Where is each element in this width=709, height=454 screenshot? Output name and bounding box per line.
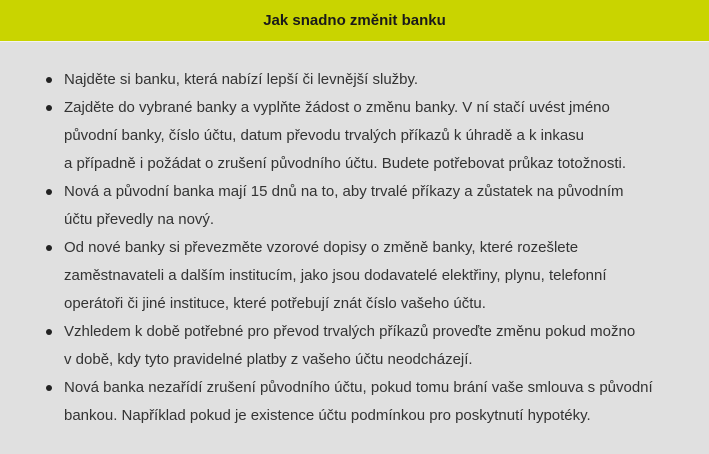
list-item-line: zaměstnavateli a dalším institucím, jako jsou dodavatelé elektřiny, plynu, telefonní	[64, 267, 607, 284]
steps-list	[0, 66, 709, 430]
list-item-line: Najděte si banku, která nabízí lepší či levnější služby.	[64, 71, 419, 88]
list-item	[0, 318, 709, 374]
bullet-icon	[46, 189, 52, 195]
list-item-line: operátoři či jiné instituce, které potřebují znát číslo vašeho účtu.	[64, 295, 486, 312]
list-item-line: v době, kdy tyto pravidelné platby z vašeho účtu neodcházejí.	[64, 351, 473, 368]
list-item-line: původní banky, číslo účtu, datum převodu trvalých příkazů k úhradě a k inkasu	[64, 127, 585, 144]
list-item	[0, 178, 709, 234]
header-bar	[0, 0, 709, 41]
list-item-line: Vzhledem k době potřebné pro převod trvalých příkazů proveďte změnu pokud možno	[64, 323, 636, 340]
list-item	[0, 234, 709, 318]
list-item-line: bankou. Například pokud je existence účtu podmínkou pro poskytnutí hypotéky.	[64, 407, 591, 424]
list-item-line: a případně i požádat o zrušení původního účtu. Budete potřebovat průkaz totožnosti.	[64, 155, 627, 172]
bullet-icon	[46, 329, 52, 335]
header-separator	[0, 41, 709, 42]
bullet-icon	[46, 105, 52, 111]
list-item-line: Nová banka nezařídí zrušení původního účtu, pokud tomu brání vaše smlouva s původní	[64, 379, 653, 396]
header-title: Jak snadno změnit banku	[263, 12, 446, 29]
list-item-line: Nová a původní banka mají 15 dnů na to, aby trvalé příkazy a zůstatek na původním	[64, 183, 624, 200]
bullet-icon	[46, 385, 52, 391]
list-item-line: Od nové banky si převezměte vzorové dopisy o změně banky, které rozešlete	[64, 239, 579, 256]
bullet-icon	[46, 245, 52, 251]
list-item-line: účtu převedly na nový.	[64, 211, 215, 228]
list-item-line: Zajděte do vybrané banky a vyplňte žádost o změnu banky. V ní stačí uvést jméno	[64, 99, 610, 116]
list-item	[0, 374, 709, 430]
list-item	[0, 66, 709, 94]
bullet-icon	[46, 77, 52, 83]
list-item	[0, 94, 709, 178]
